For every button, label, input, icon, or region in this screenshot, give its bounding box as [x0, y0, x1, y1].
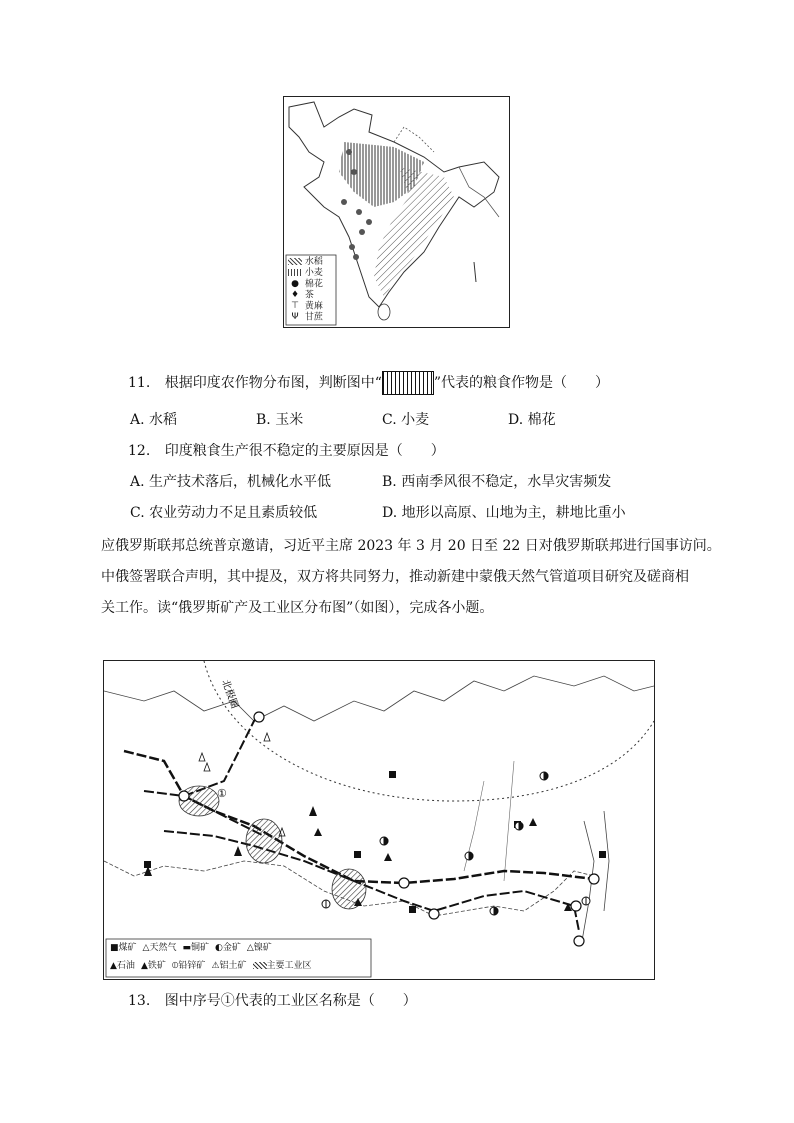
q12-option-c[interactable]: C. 农业劳动力不足且素质较低 [130, 505, 318, 521]
gold-markers [380, 772, 548, 915]
q11-option-b[interactable]: B. 玉米 [256, 412, 304, 428]
q11-option-c[interactable]: C. 小麦 [382, 412, 430, 428]
industrial-zone-ural [246, 819, 282, 863]
legend-cotton: ● 棉花 [288, 279, 336, 290]
coal-icon: ■ [110, 943, 119, 953]
industrial-zone-kuzbass [332, 869, 366, 909]
q12-option-a[interactable]: A. 生产技术落后，机械化水平低 [130, 474, 332, 490]
lead-zinc-icon: ⦶ [171, 961, 179, 971]
arctic-circle-label: 北极圈 [219, 678, 240, 711]
question-11 [128, 371, 609, 395]
legend-gold: ◐金矿 [215, 943, 241, 953]
legend-oil: ▲石油 [110, 961, 135, 971]
question-number: 12. [128, 443, 151, 459]
natural-gas-icon: △ [142, 943, 150, 953]
legend-copper: ▬铜矿 [182, 943, 209, 953]
legend-coal: ■煤矿 [110, 943, 137, 953]
question-stem-end: ”代表的粮食作物是（ ） [433, 375, 610, 391]
q11-option-d[interactable]: D. 棉花 [508, 412, 556, 428]
legend-bauxite: ⚠铝土矿 [211, 961, 247, 971]
industrial-zone-icon [253, 962, 267, 969]
bauxite-icon: ⚠ [211, 961, 220, 971]
iron-icon: ▲ [140, 961, 148, 971]
question-number: 11. [128, 375, 151, 391]
nickel-icon: △ [246, 943, 254, 953]
question-12 [128, 441, 445, 461]
russia-map-figure [104, 661, 654, 979]
legend-wheat: 小麦 [288, 268, 336, 279]
legend-jute: ⊤ 黄麻 [288, 301, 336, 312]
legend-tea: ♦ 茶 [288, 290, 336, 301]
question-stem: 印度粮食生产很不稳定的主要原因是（ ） [164, 443, 445, 459]
hatch-vertical-icon [288, 269, 302, 276]
question-stem: 根据印度农作物分布图，判断图中“ [164, 375, 382, 391]
q12-option-b[interactable]: B. 西南季风很不稳定，水旱灾害频发 [382, 474, 612, 490]
legend-iron: ▲铁矿 [140, 961, 166, 971]
passage-line-2: 中俄签署联合声明，其中提及，双方将共同努力，推动新建中蒙俄天然气管道项目研究及磋商相 [101, 569, 689, 585]
railway-main [124, 751, 594, 883]
oil-icon: ▲ [110, 961, 117, 971]
legend-lead-zinc: ⦶铅锌矿 [171, 961, 206, 971]
passage-line-1: 应俄罗斯联邦总统普京邀请，习近平主席 2023 年 3 月 20 日至 22 日对俄罗斯联邦进行国事访问。 [101, 538, 721, 554]
copper-icon: ▬ [182, 943, 191, 953]
india-crop-map [283, 96, 510, 328]
passage-line-3: 关工作。读“俄罗斯矿产及工业区分布图”（如图），完成各小题。 [101, 600, 494, 616]
hatch-diagonal-icon [288, 258, 302, 265]
sri-lanka [378, 304, 390, 320]
legend-rice: 水稻 [288, 257, 336, 268]
jute-icon: ⊤ [291, 301, 299, 311]
legend-industrial: 主要工业区 [253, 961, 312, 976]
tea-icon: ♦ [290, 290, 300, 300]
sugarcane-icon: Ψ [291, 312, 299, 322]
railway-second [184, 716, 259, 796]
question-13 [128, 991, 417, 1011]
north-coast [104, 676, 654, 721]
q12-option-d[interactable]: D. 地形以高原、山地为主，耕地比重小 [382, 505, 626, 521]
question-stem: 图中序号①代表的工业区名称是（ ） [164, 993, 417, 1009]
russia-mineral-map [103, 660, 655, 980]
russia-map-legend [110, 943, 370, 976]
cotton-icon: ● [291, 279, 299, 289]
wheat-pattern-icon [382, 371, 434, 395]
legend-nickel: △镍矿 [246, 943, 272, 953]
legend-sugarcane: Ψ 甘蔗 [288, 312, 336, 323]
gold-icon: ◐ [215, 943, 223, 953]
legend-gas: △天然气 [142, 943, 177, 953]
india-map-legend [288, 257, 336, 323]
question-number: 13. [128, 993, 151, 1009]
region-marker-1: ① [217, 787, 227, 800]
q11-option-a[interactable]: A. 水稻 [130, 412, 178, 428]
